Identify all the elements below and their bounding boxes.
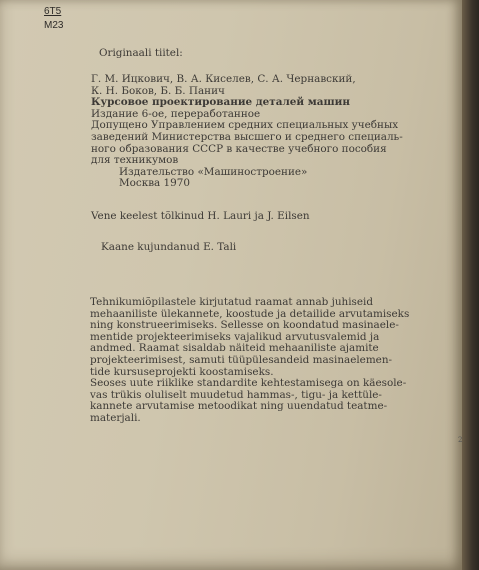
authors-line-2: К. Н. Боков, Б. Б. Панич	[91, 84, 225, 97]
annotation-line: materjali.	[90, 411, 141, 424]
edition-line: Издание 6-ое, переработанное	[91, 107, 261, 120]
annotation-line: ning konstrueerimiseks. Sellesse on koondatud masinaele-	[90, 319, 399, 332]
classification-code-top: 6Т5	[44, 6, 62, 17]
annotation-line: projekteerimisest, samuti tüüpülesandeid masinaelemen-	[90, 353, 393, 366]
publisher-line: Издательство «Машиностроение»	[119, 165, 308, 178]
approval-line-4: для техникумов	[91, 154, 179, 167]
annotation-line: kannete arvutamise metoodikat ning uuendatud teatme-	[90, 400, 388, 413]
classification-code-bottom: М23	[44, 20, 64, 31]
original-imprint	[91, 74, 426, 190]
approval-line-1: Допущено Управлением средних специальных учебных	[91, 119, 399, 132]
authors-line-1: Г. М. Ицкович, В. А. Киселев, С. А. Чернавский,	[91, 73, 356, 85]
original-title-label: Originaali tiitel:	[99, 47, 183, 59]
annotation-line: Tehnikumiõpilastele kirjutatud raamat annab juhiseid	[90, 296, 374, 308]
original-book-title: Курсовое проектирование деталей машин	[91, 96, 350, 109]
page-edge-shadow	[462, 0, 479, 570]
annotation-line: mehaaniliste ülekannete, koostude ja detailide arvutamiseks	[90, 307, 410, 320]
annotation-line: andmed. Raamat sisaldab näiteid mehaaniliste ajamite	[90, 342, 379, 355]
approval-line-2: заведений Министерства высшего и среднего специаль-	[91, 130, 403, 143]
place-year-line: Москва 1970	[119, 177, 190, 190]
annotation-line: mentide projekteerimiseks vajalikud arvutusvalemid ja	[90, 330, 380, 343]
annotation-line: tide kursuseprojekti koostamiseks.	[90, 365, 274, 378]
approval-line-3: ного образования СССР в качестве учебного пособия	[91, 142, 387, 155]
annotation-line: vas trükis oluliselt muudetud hammas-, tigu- ja kettüle-	[90, 388, 382, 401]
annotation-paragraph	[90, 297, 430, 425]
translation-credit: Vene keelest tõlkinud H. Lauri ja J. Eilsen	[91, 210, 310, 222]
annotation-line: Seoses uute riiklike standardite kehtestamisega on käesole-	[90, 377, 407, 390]
cover-credit: Kaane kujundanud E. Tali	[101, 241, 237, 253]
edge-mark: 2	[458, 436, 463, 444]
